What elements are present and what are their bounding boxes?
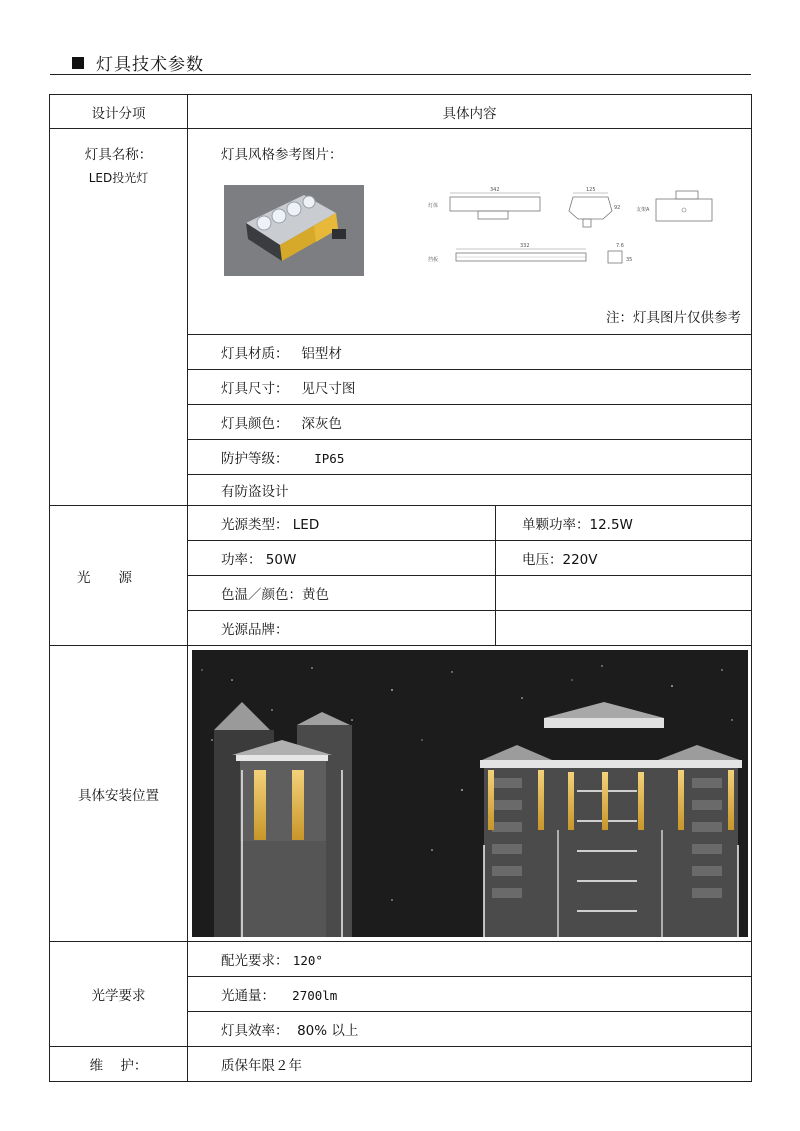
- building-night-render: [192, 650, 748, 937]
- efficiency-value: 80% 以上: [297, 1023, 359, 1039]
- beam-cell: [188, 942, 752, 977]
- empty-cell-1: [496, 576, 752, 611]
- flux-value: 2700lm: [292, 988, 338, 1003]
- flux-cell: [188, 977, 752, 1012]
- ip-label: 防护等级：: [221, 451, 289, 467]
- label-bracket: 支架A: [636, 207, 650, 213]
- install-label: 具体安装位置: [78, 787, 159, 804]
- flux-label: 光通量：: [221, 988, 275, 1004]
- label-side-width: 125: [586, 187, 596, 193]
- install-row: [50, 646, 752, 942]
- ip-cell: [188, 440, 752, 475]
- maintenance-row: [50, 1047, 752, 1082]
- maintenance-label: 维 护：: [89, 1058, 148, 1074]
- maintenance-value: 质保年限２年: [221, 1058, 302, 1074]
- section-title-text: 灯具技术参数: [96, 55, 204, 75]
- ip-value: IP65: [314, 451, 345, 466]
- color-temp: 色温／颜色：黄色: [221, 587, 329, 603]
- color-value: 深灰色: [301, 416, 342, 432]
- unit-power-cell: [496, 506, 752, 541]
- label-small-h: 35: [626, 257, 633, 263]
- install-label-cell: [50, 646, 188, 942]
- fixture-photo: [224, 185, 364, 276]
- size-label: 灯具尺寸：: [221, 381, 289, 397]
- voltage: 电压：220V: [522, 552, 598, 568]
- material-cell: [188, 335, 752, 370]
- square-bullet-icon: [72, 57, 84, 69]
- header-content: 具体内容: [188, 95, 752, 129]
- efficiency-label: 灯具效率：: [221, 1023, 289, 1039]
- power: 功率： 50W: [221, 552, 297, 568]
- floodlight-image: [224, 185, 364, 276]
- label-top-width: 342: [490, 187, 500, 193]
- maintenance-value-cell: [188, 1047, 752, 1082]
- fixture-name-label: 灯具名称：: [84, 147, 153, 163]
- material-value: 铝型材: [301, 346, 342, 362]
- optics-label: 光学要求: [91, 988, 146, 1004]
- color-label: 灯具颜色：: [221, 416, 289, 432]
- source-row-1: [50, 506, 752, 541]
- label-front: 灯体: [428, 203, 439, 209]
- source-type-cell: [188, 506, 496, 541]
- optics-row-1: [50, 942, 752, 977]
- color-cell: [188, 405, 752, 440]
- antitheft-cell: 有防盗设计: [188, 475, 752, 506]
- table-header-row: [50, 95, 752, 129]
- maintenance-label-cell: [50, 1047, 188, 1082]
- empty-cell-2: [496, 611, 752, 646]
- section-title: [72, 50, 204, 75]
- spec-table: [49, 94, 752, 1082]
- voltage-cell: [496, 541, 752, 576]
- ref-note: 注：灯具图片仅供参考: [606, 310, 741, 326]
- fixture-name-value: LED投光灯: [88, 171, 149, 185]
- source-label: 光源: [77, 569, 160, 586]
- label-side-height: 92: [614, 205, 621, 211]
- beam-label: 配光要求：: [221, 953, 289, 969]
- title-divider: [50, 74, 751, 75]
- optics-label-cell: [50, 942, 188, 1047]
- install-image-cell: [188, 646, 752, 942]
- label-bottom: 挡板: [428, 257, 439, 263]
- efficiency-cell: [188, 1012, 752, 1047]
- beam-value: 120°: [292, 953, 323, 968]
- dimension-drawing: [428, 185, 734, 281]
- color-temp-cell: [188, 576, 496, 611]
- material-label: 灯具材质：: [221, 346, 289, 362]
- power-cell: [188, 541, 496, 576]
- label-small-w: 7.6: [616, 243, 624, 249]
- fixture-ref-cell: [188, 129, 752, 335]
- fixture-ref-row: [50, 129, 752, 335]
- brand: 光源品牌：: [221, 622, 289, 638]
- source-label-cell: [50, 506, 188, 646]
- size-value: 见尺寸图: [301, 381, 356, 397]
- source-type: 光源类型： LED: [221, 517, 320, 533]
- header-design-item: 设计分项: [50, 95, 188, 129]
- size-cell: [188, 370, 752, 405]
- fixture-name-cell: [50, 129, 188, 506]
- brand-cell: [188, 611, 496, 646]
- unit-power: 单颗功率：12.5W: [522, 517, 633, 533]
- label-bottom-length: 332: [520, 243, 530, 249]
- ref-image-label: 灯具风格参考图片：: [221, 147, 343, 163]
